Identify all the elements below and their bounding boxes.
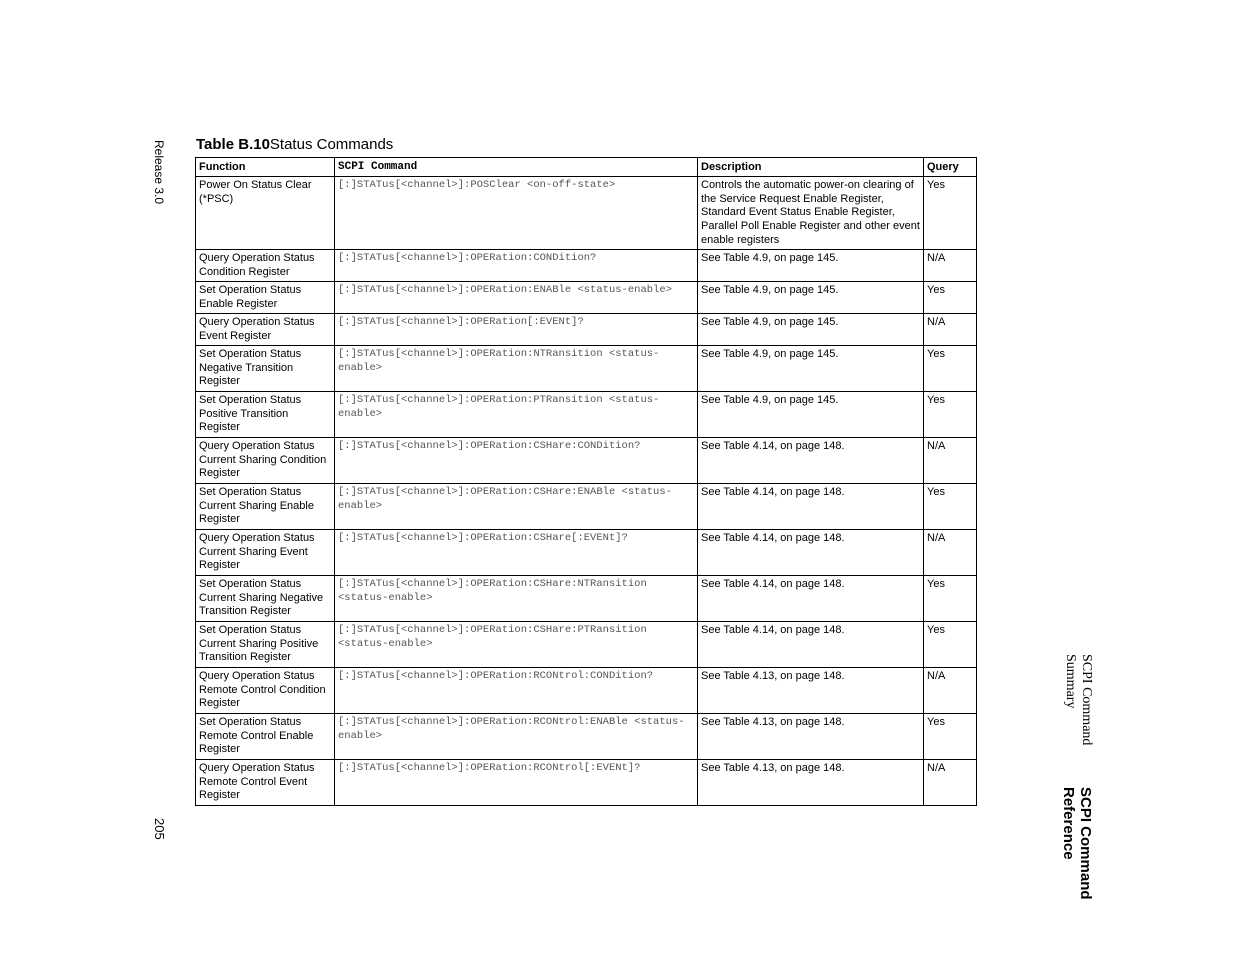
command-cell: [:]STATus[<channel>]:OPERation:CSHare:PTRansition <status-enable>	[335, 621, 698, 667]
function-cell: Query Operation Status Current Sharing Event Register	[196, 529, 335, 575]
command-cell: [:]STATus[<channel>]:OPERation:CSHare:ENABle <status-enable>	[335, 483, 698, 529]
description-cell: See Table 4.13, on page 148.	[698, 759, 924, 805]
command-cell: [:]STATus[<channel>]:OPERation:CSHare:CONDition?	[335, 437, 698, 483]
query-cell: N/A	[924, 759, 977, 805]
function-cell: Power On Status Clear (*PSC)	[196, 176, 335, 249]
command-cell: [:]STATus[<channel>]:OPERation:RCONtrol:CONDition?	[335, 667, 698, 713]
description-cell: See Table 4.9, on page 145.	[698, 345, 924, 391]
query-cell: N/A	[924, 437, 977, 483]
query-cell: Yes	[924, 575, 977, 621]
query-cell: Yes	[924, 483, 977, 529]
function-cell: Set Operation Status Positive Transition Register	[196, 391, 335, 437]
table-row	[196, 621, 977, 667]
header-query: Query	[924, 158, 977, 177]
command-cell: [:]STATus[<channel>]:OPERation:ENABle <status-enable>	[335, 281, 698, 313]
command-cell: [:]STATus[<channel>]:OPERation:RCONtrol:ENABle <status-enable>	[335, 713, 698, 759]
section-title: SCPI Command Reference	[1060, 787, 1094, 900]
query-cell: N/A	[924, 667, 977, 713]
function-cell: Set Operation Status Current Sharing Positive Transition Register	[196, 621, 335, 667]
function-cell: Set Operation Status Enable Register	[196, 281, 335, 313]
table-header-row	[196, 158, 977, 177]
description-cell: See Table 4.14, on page 148.	[698, 621, 924, 667]
query-cell: Yes	[924, 345, 977, 391]
status-commands-table	[195, 157, 977, 806]
description-cell: See Table 4.14, on page 148.	[698, 483, 924, 529]
command-cell: [:]STATus[<channel>]:POSClear <on-off-state>	[335, 176, 698, 249]
table-row	[196, 759, 977, 805]
description-cell: See Table 4.9, on page 145.	[698, 249, 924, 281]
function-cell: Query Operation Status Event Register	[196, 313, 335, 345]
function-cell: Query Operation Status Condition Register	[196, 249, 335, 281]
header-scpi-command: SCPI Command	[335, 158, 698, 177]
query-cell: Yes	[924, 621, 977, 667]
table-row	[196, 313, 977, 345]
section-subtitle: SCPI Command Summary	[1063, 654, 1094, 746]
table-row	[196, 529, 977, 575]
table-row	[196, 249, 977, 281]
table-caption	[196, 136, 393, 153]
function-cell: Query Operation Status Remote Control Condition Register	[196, 667, 335, 713]
command-cell: [:]STATus[<channel>]:OPERation:NTRansition <status-enable>	[335, 345, 698, 391]
description-cell: See Table 4.14, on page 148.	[698, 529, 924, 575]
function-cell: Query Operation Status Remote Control Event Register	[196, 759, 335, 805]
command-cell: [:]STATus[<channel>]:OPERation:CONDition?	[335, 249, 698, 281]
table-caption-label: Table B.10	[196, 136, 270, 153]
query-cell: N/A	[924, 249, 977, 281]
command-cell: [:]STATus[<channel>]:OPERation:RCONtrol[:EVENt]?	[335, 759, 698, 805]
query-cell: Yes	[924, 176, 977, 249]
command-cell: [:]STATus[<channel>]:OPERation[:EVENt]?	[335, 313, 698, 345]
description-cell: See Table 4.14, on page 148.	[698, 437, 924, 483]
command-cell: [:]STATus[<channel>]:OPERation:CSHare[:EVENt]?	[335, 529, 698, 575]
table-caption-title: Status Commands	[269, 136, 394, 153]
table-row	[196, 176, 977, 249]
table-row	[196, 575, 977, 621]
query-cell: N/A	[924, 313, 977, 345]
description-cell: See Table 4.9, on page 145.	[698, 313, 924, 345]
function-cell: Set Operation Status Current Sharing Negative Transition Register	[196, 575, 335, 621]
description-cell: See Table 4.14, on page 148.	[698, 575, 924, 621]
page-number: 205	[152, 818, 167, 840]
header-function: Function	[196, 158, 335, 177]
table-row	[196, 281, 977, 313]
function-cell: Set Operation Status Negative Transition Register	[196, 345, 335, 391]
function-cell: Set Operation Status Current Sharing Enable Register	[196, 483, 335, 529]
header-description: Description	[698, 158, 924, 177]
description-cell: Controls the automatic power-on clearing of the Service Request Enable Register, Standard Event Status Enable Register, Parallel Poll Enable Register and other event enable registers	[698, 176, 924, 249]
description-cell: See Table 4.13, on page 148.	[698, 667, 924, 713]
command-cell: [:]STATus[<channel>]:OPERation:PTRansition <status-enable>	[335, 391, 698, 437]
function-cell: Set Operation Status Remote Control Enable Register	[196, 713, 335, 759]
table-row	[196, 483, 977, 529]
function-cell: Query Operation Status Current Sharing Condition Register	[196, 437, 335, 483]
description-cell: See Table 4.9, on page 145.	[698, 281, 924, 313]
query-cell: Yes	[924, 713, 977, 759]
description-cell: See Table 4.13, on page 148.	[698, 713, 924, 759]
table-row	[196, 391, 977, 437]
query-cell: Yes	[924, 391, 977, 437]
running-header	[1060, 654, 1094, 954]
table-row	[196, 437, 977, 483]
release-label: Release 3.0	[152, 140, 166, 205]
description-cell: See Table 4.9, on page 145.	[698, 391, 924, 437]
command-cell: [:]STATus[<channel>]:OPERation:CSHare:NTRansition <status-enable>	[335, 575, 698, 621]
query-cell: Yes	[924, 281, 977, 313]
query-cell: N/A	[924, 529, 977, 575]
table-row	[196, 667, 977, 713]
table-row	[196, 345, 977, 391]
table-row	[196, 713, 977, 759]
